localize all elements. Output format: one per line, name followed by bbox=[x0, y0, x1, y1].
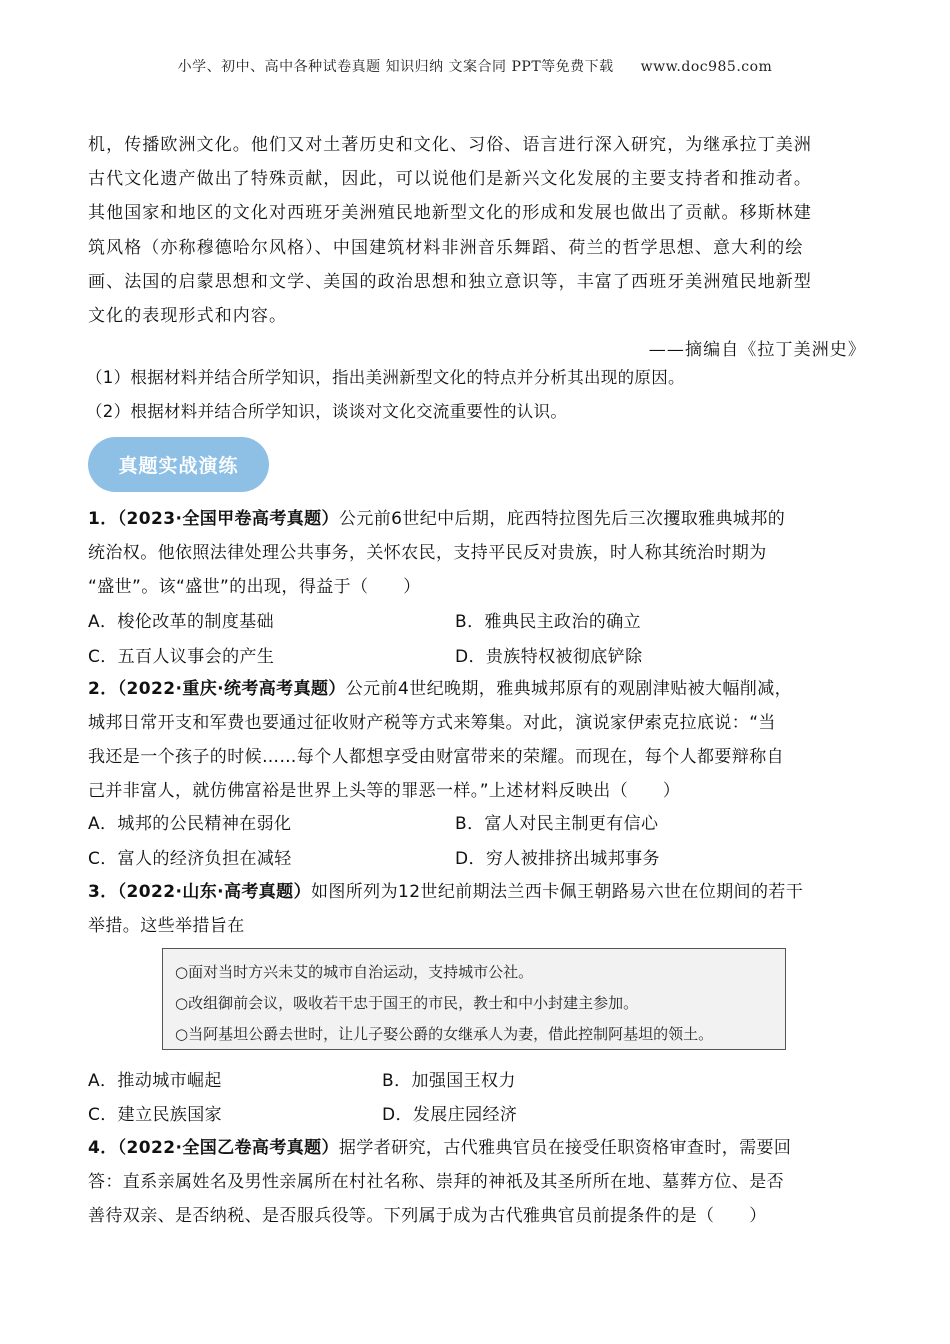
subquestion-1: （1）根据材料并结合所学知识，指出美洲新型文化的特点并分析其出现的原因。 bbox=[86, 368, 685, 387]
section-badge: 真题实战演练 bbox=[88, 437, 269, 492]
question-stem bbox=[88, 875, 864, 909]
question-number: 3． bbox=[88, 882, 118, 902]
option-c[interactable]: C．富人的经济负担在减轻 bbox=[88, 849, 292, 869]
option-d[interactable]: D．贵族特权被彻底铲除 bbox=[455, 647, 643, 667]
figure-item: ○面对当时方兴未艾的城市自治运动，支持城市公社。 bbox=[175, 963, 534, 981]
figure-measures-box bbox=[162, 948, 786, 1050]
option-b[interactable]: B．加强国王权力 bbox=[382, 1071, 516, 1091]
option-a[interactable]: A．推动城市崛起 bbox=[88, 1071, 222, 1091]
header-site: www.doc985.com bbox=[640, 59, 773, 75]
passage-line: 筑风格（亦称穆德哈尔风格）、中国建筑材料非洲音乐舞蹈、荷兰的哲学思想、意大利的绘 bbox=[88, 237, 804, 258]
question-source-tag: （2022·全国乙卷高考真题） bbox=[117, 1138, 339, 1158]
question-number: 1． bbox=[88, 509, 118, 529]
question-text: 公元前4世纪晚期，雅典城邦原有的观剧津贴被大幅削减， bbox=[345, 679, 792, 699]
option-b[interactable]: B．雅典民主政治的确立 bbox=[455, 612, 642, 632]
question-source-tag: （2022·重庆·统考高考真题） bbox=[117, 679, 346, 699]
question-text: 城邦日常开支和军费也要通过征收财产税等方式来筹集。对此，演说家伊索克拉底说：“当 bbox=[88, 713, 776, 733]
question-source-tag: （2023·全国甲卷高考真题） bbox=[117, 509, 339, 529]
option-d[interactable]: D．穷人被排挤出城邦事务 bbox=[455, 849, 660, 869]
question-text: 我还是一个孩子的时候……每个人都想享受由财富带来的荣耀。而现在，每个人都要辩称自 bbox=[88, 747, 784, 767]
question-text: 据学者研究，古代雅典官员在接受任职资格审查时，需要回 bbox=[338, 1138, 792, 1158]
option-c[interactable]: C．建立民族国家 bbox=[88, 1105, 223, 1125]
question-stem bbox=[88, 502, 864, 536]
question-number: 2． bbox=[88, 679, 118, 699]
option-b[interactable]: B．富人对民主制更有信心 bbox=[455, 814, 659, 834]
page-header bbox=[0, 56, 950, 76]
header-text: 小学、初中、高中各种试卷真题 知识归纳 文案合同 PPT等免费下载 bbox=[177, 59, 614, 75]
question-text: 如图所列为12世纪前期法兰西卡佩王朝路易六世在位期间的若干 bbox=[310, 882, 804, 902]
passage-line: 古代文化遗产做出了特殊贡献，因此，可以说他们是新兴文化发展的主要支持者和推动者。 bbox=[88, 169, 812, 190]
question-stem bbox=[88, 672, 864, 706]
reading-passage bbox=[88, 128, 866, 367]
passage-line: 文化的表现形式和内容。 bbox=[88, 306, 288, 327]
question-3 bbox=[88, 875, 864, 943]
question-number: 4． bbox=[88, 1138, 118, 1158]
option-c[interactable]: C．五百人议事会的产生 bbox=[88, 647, 275, 667]
passage-line: 机，传播欧洲文化。他们又对土著历史和文化、习俗、语言进行深入研究，为继承拉丁美洲 bbox=[88, 135, 812, 155]
question-text: 己并非富人，就仿佛富裕是世界上头等的罪恶一样。”上述材料反映出（ ） bbox=[88, 781, 681, 801]
question-text: 举措。这些举措旨在 bbox=[88, 916, 245, 936]
question-1 bbox=[88, 502, 864, 604]
question-text: 公元前6世纪中后期，庇西特拉图先后三次攫取雅典城邦的 bbox=[338, 509, 786, 529]
option-a[interactable]: A．城邦的公民精神在弱化 bbox=[88, 814, 292, 834]
subquestion-2: （2）根据材料并结合所学知识，谈谈对文化交流重要性的认识。 bbox=[86, 402, 568, 421]
option-d[interactable]: D．发展庄园经济 bbox=[382, 1105, 518, 1125]
question-text: 善待双亲、是否纳税、是否服兵役等。下列属于成为古代雅典官员前提条件的是（ ） bbox=[88, 1206, 767, 1226]
question-source-tag: （2022·山东·高考真题） bbox=[117, 882, 311, 902]
passage-source: ——摘编自《拉丁美洲史》 bbox=[648, 340, 866, 361]
passage-line: 画、法国的启蒙思想和文学、美国的政治思想和独立意识等，丰富了西班牙美洲殖民地新型 bbox=[88, 271, 812, 292]
question-4 bbox=[88, 1131, 864, 1233]
question-2 bbox=[88, 672, 864, 808]
option-a[interactable]: A．梭伦改革的制度基础 bbox=[88, 612, 275, 632]
figure-item: ○当阿基坦公爵去世时，让儿子娶公爵的女继承人为妻，借此控制阿基坦的领土。 bbox=[175, 1025, 714, 1043]
question-stem bbox=[88, 1131, 864, 1165]
question-text: 答：直系亲属姓名及男性亲属所在村社名称、崇拜的神祇及其圣所所在地、墓葬方位、是否 bbox=[88, 1172, 784, 1192]
question-text: 统治权。他依照法律处理公共事务，关怀农民，支持平民反对贵族，时人称其统治时期为 bbox=[88, 543, 767, 563]
passage-line: 其他国家和地区的文化对西班牙美洲殖民地新型文化的形成和发展也做出了贡献。移斯林建 bbox=[88, 203, 812, 224]
question-text: “盛世”。该“盛世”的出现，得益于（ ） bbox=[88, 577, 421, 597]
figure-item: ○改组御前会议，吸收若干忠于国王的市民，教士和中小封建主参加。 bbox=[175, 994, 639, 1012]
